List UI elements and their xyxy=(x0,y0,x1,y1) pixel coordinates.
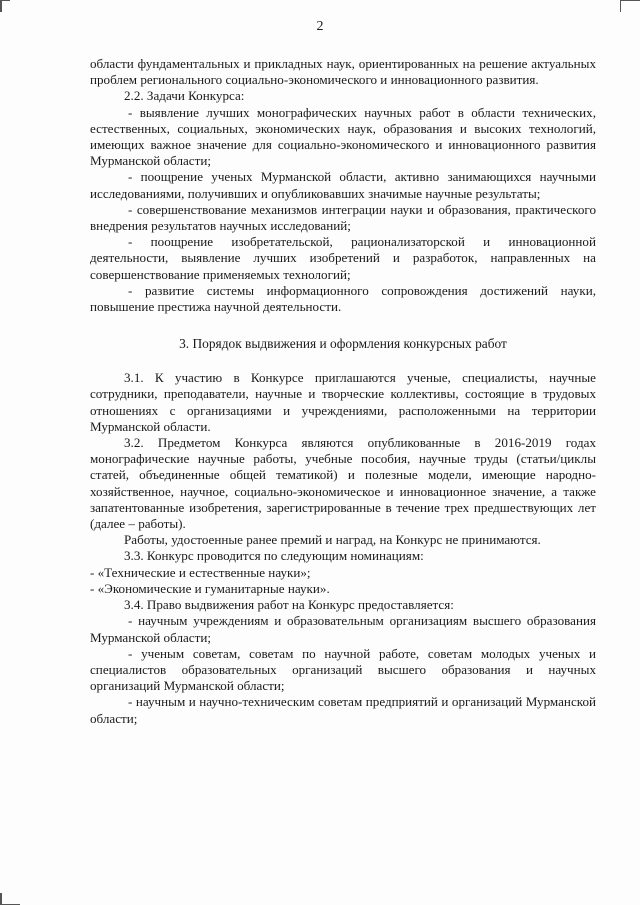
scan-corner-mark xyxy=(620,0,640,1)
paragraph: 3.4. Право выдвижения работ на Конкурс предоставляется: xyxy=(124,597,454,613)
list-item: - ученым советам, советам по научной работе, советам молодых ученых и специалистов образовательных организаций высшего образования и научных организаций Мурманской области; xyxy=(90,645,596,694)
list-item: - поощрение изобретательской, рационализаторской и инновационной деятельности, выявление лучших изобретений и разработок, направленных на совершенствование применяемых технологий; xyxy=(90,234,596,282)
scan-corner-mark xyxy=(620,0,621,12)
scan-corner-mark xyxy=(0,0,10,1)
section-heading: 3. Порядок выдвижения и оформления конкурсных работ xyxy=(179,336,507,352)
page-number: 2 xyxy=(316,19,324,34)
list-item: - поощрение ученых Мурманской области, активно занимающихся научными исследованиями, получивших и опубликовавших значимые научные результаты; xyxy=(90,169,596,201)
list-item: - выявление лучших монографических научных работ в области технических, естественных, социальных, экономических наук, образования и высоких технологий, имеющих важное значение для социально-экономического и инновационного развития Мурманской области; xyxy=(90,104,596,169)
document-body xyxy=(90,56,596,727)
paragraph: 3.3. Конкурс проводится по следующим номинациям: xyxy=(124,548,424,564)
paragraph: Работы, удостоенные ранее премий и наград, на Конкурс не принимаются. xyxy=(124,532,541,548)
scan-corner-mark xyxy=(0,0,2,12)
list-item: - «Технические и естественные науки»; xyxy=(90,564,311,580)
tasks-section xyxy=(90,56,596,315)
list-item: - «Экономические и гуманитарные науки». xyxy=(90,580,330,596)
list-item: - совершенствование механизмов интеграции науки и образования, практического внедрения результатов научных исследований; xyxy=(90,201,596,234)
list-item: - развитие системы информационного сопровождения достижений науки, повышение престижа научной деятельности. xyxy=(90,282,596,315)
paragraph: области фундаментальных и прикладных наук, ориентированных на решение актуальных проблем регионального социально-экономического и инновационного развития. xyxy=(90,56,596,88)
list-item: - научным учреждениям и образовательным организациям высшего образования Мурманской области; xyxy=(90,613,596,645)
paragraph: 3.1. К участию в Конкурсе приглашаются ученые, специалисты, научные сотрудники, преподаватели, научные и творческие коллективы, состоящие в трудовых отношениях с организациями и учреждениями, расположенными на территории Мурманской области. xyxy=(90,370,596,434)
paragraph: 3.2. Предметом Конкурса являются опубликованные в 2016-2019 годах монографические научные работы, учебные пособия, научные труды (статьи/циклы статей, объединенные общей тематикой) и полезные модели, имеющие народно-хозяйственное, научное, социально-экономическое и инновационное значение, а также запатентованные изобретения, зарегистрированные в течение трех предшествующих лет (далее – работы). xyxy=(90,435,596,532)
procedure-section xyxy=(90,370,596,726)
list-item: - научным и научно-техническим советам предприятий и организаций Мурманской области; xyxy=(90,694,596,726)
paragraph: 2.2. Задачи Конкурса: xyxy=(124,88,245,104)
